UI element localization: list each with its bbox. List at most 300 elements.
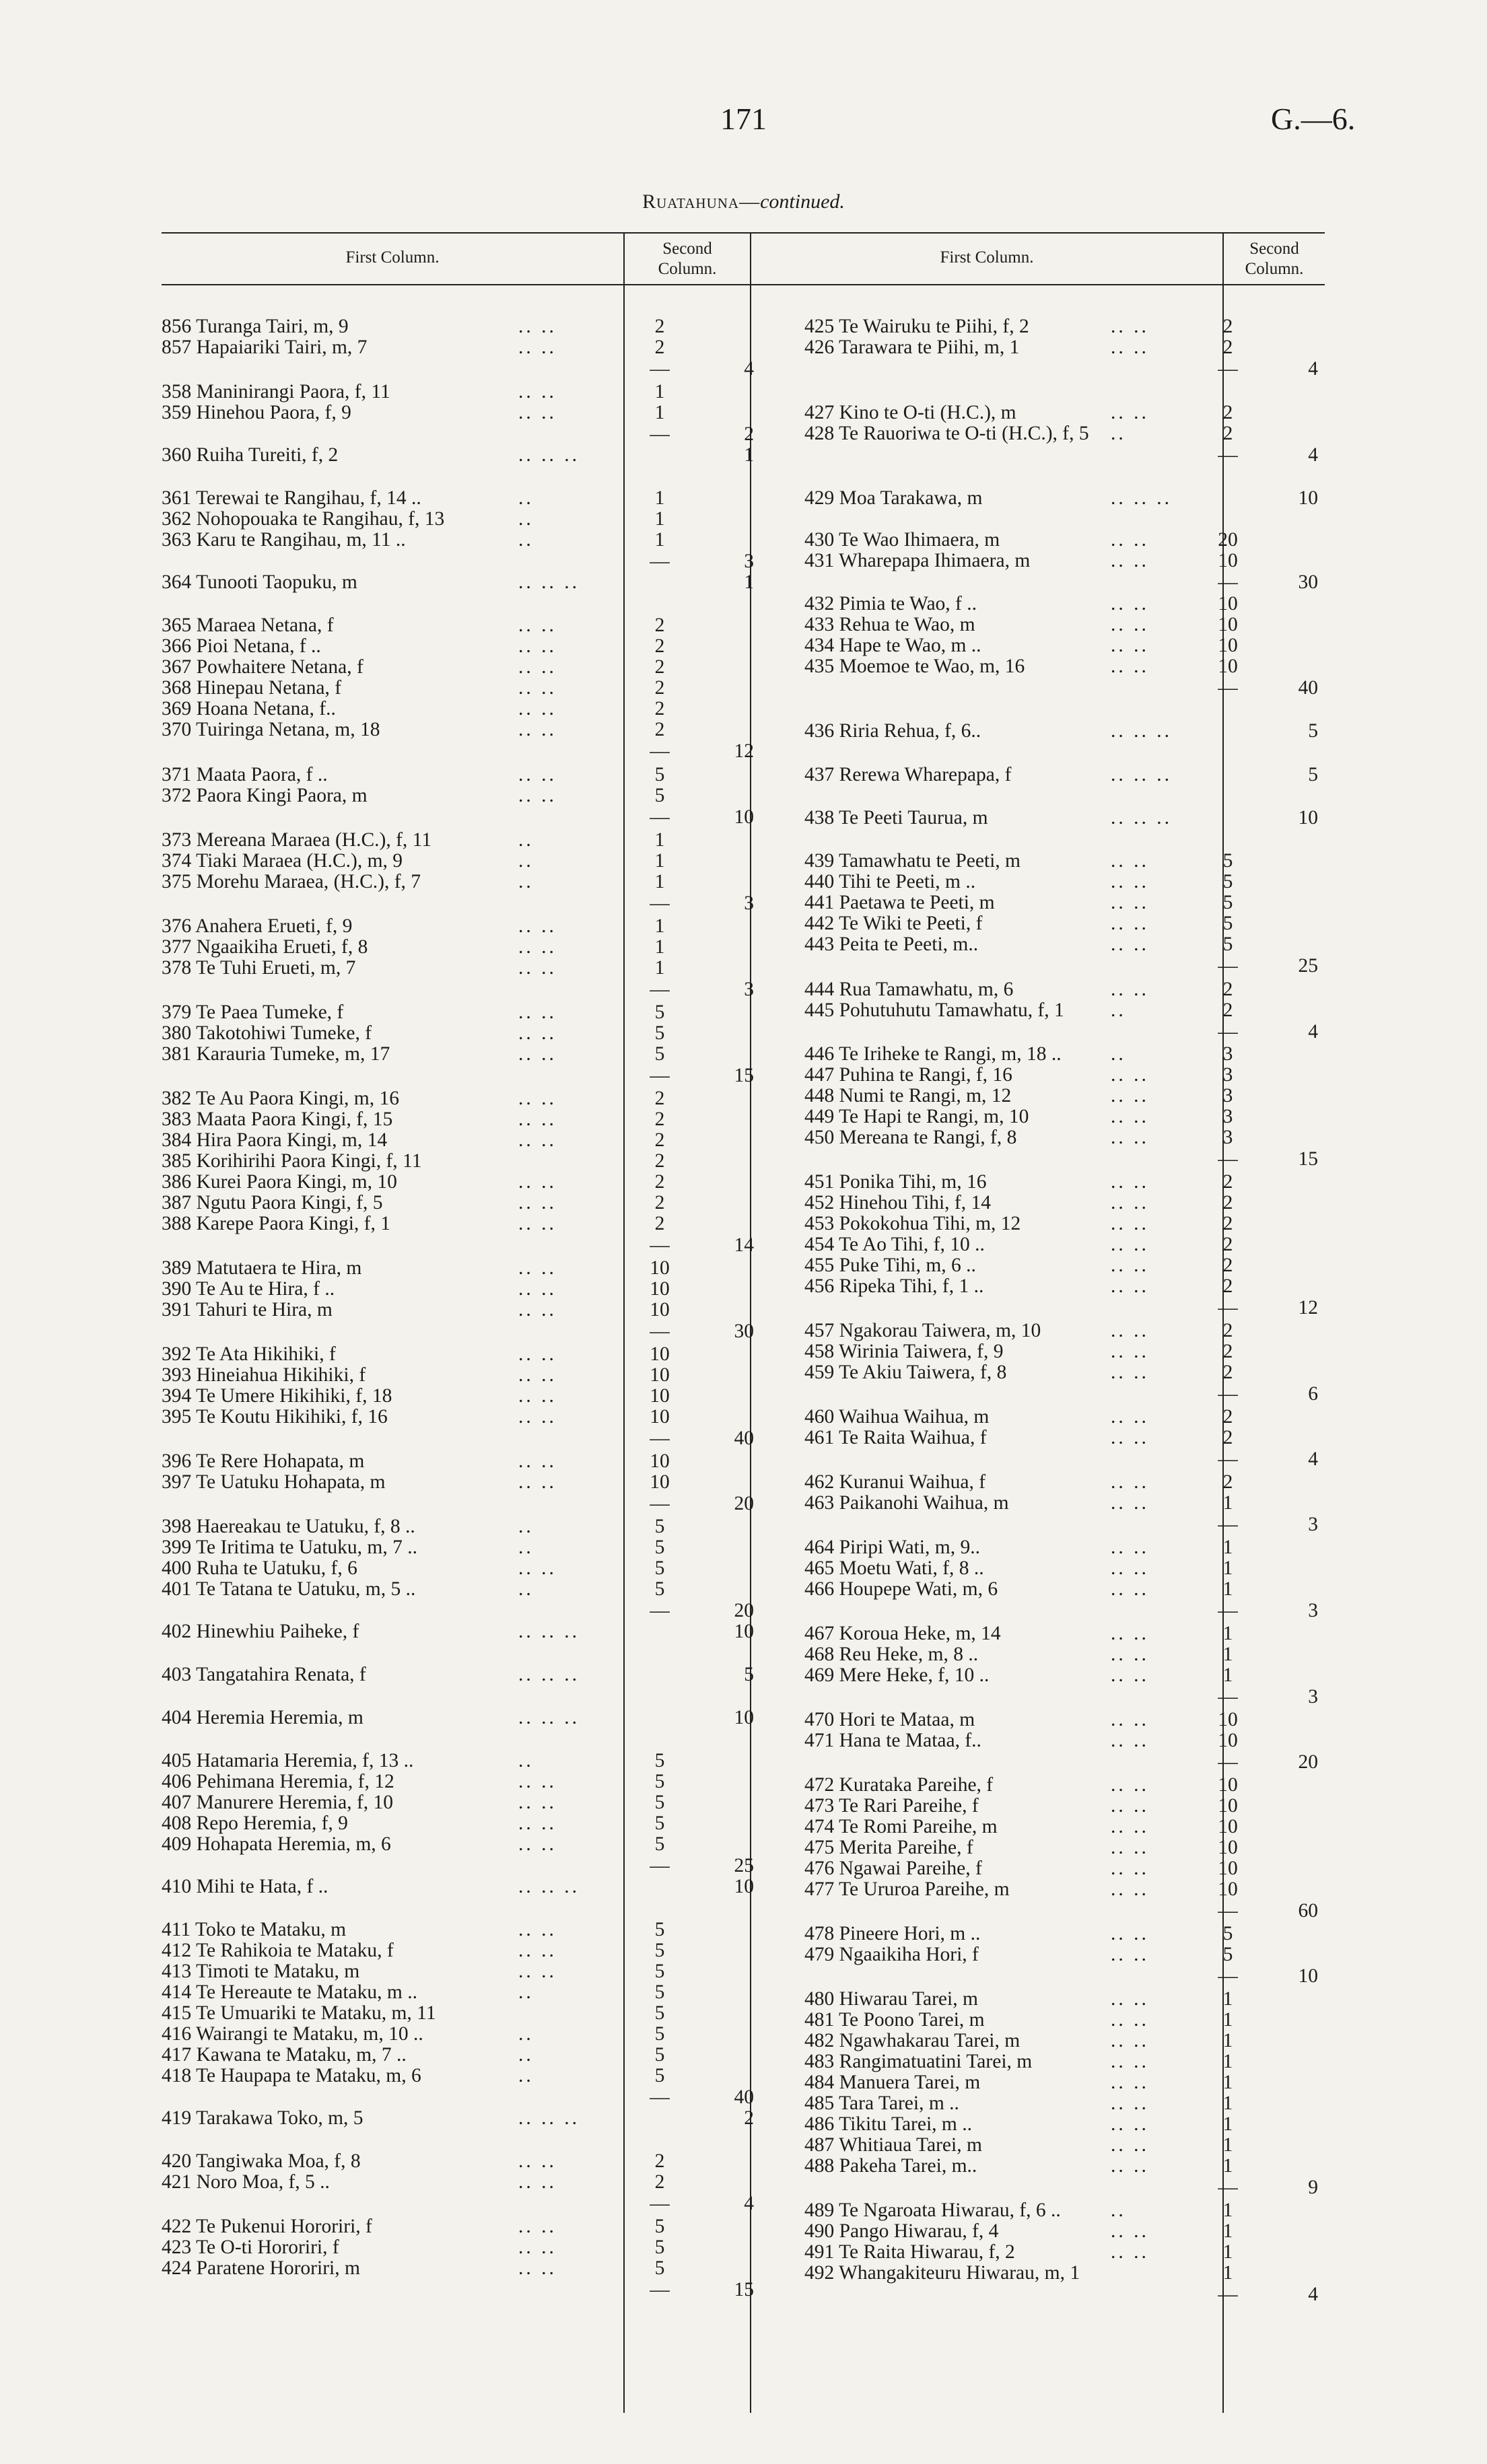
- share-value: 2: [654, 1108, 665, 1130]
- leader-dots: .. ..: [518, 719, 557, 740]
- leader-dots: ..: [518, 850, 534, 872]
- share-value: 2: [1222, 1320, 1233, 1341]
- entry-name: 434 Hape te Wao, m ..: [804, 635, 981, 656]
- share-value: 2: [654, 316, 665, 337]
- entry-name: 856 Turanga Tairi, m, 9: [162, 316, 349, 337]
- subtotal-value: 60: [1298, 1900, 1318, 1922]
- share-value: 1: [1222, 2241, 1233, 2263]
- leader-dots: .. .. ..: [1111, 487, 1172, 509]
- share-value: 3: [1222, 1085, 1233, 1106]
- leader-dots: .. ..: [1111, 656, 1149, 677]
- leader-dots: .. ..: [518, 402, 557, 423]
- entry-name: 456 Ripeka Tihi, f, 1 ..: [804, 1275, 984, 1297]
- share-value: 5: [654, 1043, 665, 1065]
- entry-name: 402 Hinewhiu Paiheke, f: [162, 1621, 359, 1642]
- leader-dots: .. ..: [1111, 1341, 1149, 1362]
- second-column-heading-line2: Column.: [1245, 260, 1304, 278]
- entry-name: 481 Te Poono Tarei, m: [804, 2009, 985, 2031]
- entry-name: 364 Tunooti Taopuku, m: [162, 571, 357, 593]
- share-value: 5: [654, 1833, 665, 1855]
- leader-dots: .. ..: [518, 1343, 557, 1365]
- entry-name: 445 Pohutuhutu Tamawhatu, f, 1: [804, 999, 1064, 1021]
- share-value: 10: [650, 1278, 670, 1300]
- page-number: 171: [720, 102, 767, 136]
- share-value: 5: [654, 2023, 665, 2045]
- entry-name: 466 Houpepe Wati, m, 6: [804, 1578, 998, 1600]
- entry-name: 369 Hoana Netana, f..: [162, 698, 336, 719]
- entry-name: 492 Whangakiteuru Hiwarau, m, 1: [804, 2262, 1080, 2284]
- share-value: 1: [654, 487, 665, 509]
- share-value: —: [650, 1065, 670, 1086]
- leader-dots: .. ..: [1111, 1537, 1149, 1558]
- share-value: 5: [654, 1516, 665, 1537]
- leader-dots: ..: [1111, 999, 1126, 1021]
- entry-name: 392 Te Ata Hikihiki, f: [162, 1343, 336, 1365]
- leader-dots: .. ..: [518, 1299, 557, 1321]
- leader-dots: .. ..: [1111, 1213, 1149, 1234]
- entry-name: 465 Moetu Wati, f, 8 ..: [804, 1557, 984, 1579]
- entry-name: 416 Wairangi te Mataku, m, 10 ..: [162, 2023, 423, 2045]
- share-value: 10: [650, 1364, 670, 1386]
- entry-name: 470 Hori te Mataa, m: [804, 1709, 975, 1730]
- share-value: 10: [650, 1385, 670, 1407]
- leader-dots: .. ..: [1111, 1858, 1149, 1879]
- share-value: —: [1218, 358, 1238, 380]
- entry-name: 433 Rehua te Wao, m: [804, 614, 975, 635]
- entry-name: 380 Takotohiwi Tumeke, f: [162, 1022, 372, 1044]
- leader-dots: .. ..: [1111, 1362, 1149, 1383]
- share-value: 1: [1222, 2030, 1233, 2051]
- leader-dots: .. ..: [1111, 1944, 1149, 1965]
- share-value: —: [650, 1855, 670, 1876]
- entry-name: 857 Hapaiariki Tairi, m, 7: [162, 337, 368, 358]
- entry-name: 374 Tiaki Maraea (H.C.), m, 9: [162, 850, 403, 872]
- share-value: —: [650, 1600, 670, 1621]
- entry-name: 484 Manuera Tarei, m: [804, 2072, 981, 2093]
- leader-dots: ..: [518, 1537, 534, 1558]
- leader-dots: ..: [518, 2065, 534, 2086]
- leader-dots: ..: [1111, 1043, 1126, 1065]
- share-value: 10: [650, 1343, 670, 1365]
- share-value: —: [650, 740, 670, 762]
- leader-dots: .. ..: [1111, 1255, 1149, 1276]
- leader-dots: .. ..: [1111, 1878, 1149, 1900]
- entry-name: 462 Kuranui Waihua, f: [804, 1471, 986, 1493]
- share-value: 1: [1222, 2113, 1233, 2135]
- share-value: —: [1218, 677, 1238, 699]
- share-value: 1: [1222, 2220, 1233, 2242]
- leader-dots: .. ..: [1111, 635, 1149, 656]
- entry-name: 427 Kino te O-ti (H.C.), m: [804, 402, 1016, 423]
- subtotal-value: 12: [734, 740, 754, 762]
- leader-dots: .. ..: [1111, 1275, 1149, 1297]
- share-value: 1: [654, 936, 665, 958]
- leader-dots: .. .. ..: [518, 1707, 580, 1728]
- share-value: 2: [654, 719, 665, 740]
- leader-dots: .. ..: [1111, 1795, 1149, 1817]
- share-value: 1: [1222, 2155, 1233, 2177]
- leader-dots: .. ..: [1111, 337, 1149, 358]
- leader-dots: .. ..: [518, 337, 557, 358]
- entry-name: 429 Moa Tarakawa, m: [804, 487, 983, 509]
- leader-dots: .. ..: [518, 1129, 557, 1151]
- entry-name: 483 Rangimatuatini Tarei, m: [804, 2051, 1033, 2072]
- subtotal-value: 30: [734, 1321, 754, 1342]
- share-value: 2: [654, 2150, 665, 2172]
- leader-dots: ..: [1111, 2199, 1126, 2221]
- entry-name: 476 Ngawai Pareihe, f: [804, 1858, 982, 1879]
- share-value: 10: [1218, 635, 1238, 656]
- entry-name: 403 Tangatahira Renata, f: [162, 1664, 366, 1685]
- leader-dots: .. .. ..: [518, 2107, 580, 2129]
- entry-name: 491 Te Raita Hiwarau, f, 2: [804, 2241, 1015, 2263]
- leader-dots: .. .. ..: [518, 1621, 580, 1642]
- entry-name: 419 Tarakawa Toko, m, 5: [162, 2107, 364, 2129]
- share-value: 1: [1222, 2051, 1233, 2072]
- subtotal-value: 5: [1308, 764, 1318, 785]
- leader-dots: .. ..: [518, 698, 557, 719]
- leader-dots: ..: [518, 1578, 534, 1600]
- share-value: 2: [654, 1088, 665, 1109]
- leader-dots: .. .. ..: [1111, 807, 1172, 829]
- leader-dots: .. ..: [1111, 402, 1149, 423]
- leader-dots: ..: [518, 1750, 534, 1771]
- entry-name: 376 Anahera Erueti, f, 9: [162, 915, 353, 937]
- share-value: 1: [1222, 2199, 1233, 2221]
- leader-dots: .. ..: [518, 1108, 557, 1130]
- leader-dots: ..: [518, 2044, 534, 2066]
- share-value: —: [1218, 1600, 1238, 1621]
- subtotal-value: 3: [744, 892, 754, 914]
- entry-name: 395 Te Koutu Hikihiki, f, 16: [162, 1406, 388, 1428]
- entry-name: 428 Te Rauoriwa te O-ti (H.C.), f, 5: [804, 423, 1089, 444]
- share-value: 3: [1222, 1064, 1233, 1086]
- entry-name: 415 Te Umuariki te Mataku, m, 11: [162, 2002, 436, 2024]
- entry-name: 420 Tangiwaka Moa, f, 8: [162, 2150, 361, 2172]
- share-value: 1: [1222, 1664, 1233, 1686]
- leader-dots: .. ..: [1111, 550, 1149, 571]
- share-value: 1: [654, 402, 665, 423]
- share-value: 2: [654, 614, 665, 636]
- leader-dots: .. ..: [518, 1812, 557, 1834]
- share-value: 3: [1222, 1106, 1233, 1127]
- entry-name: 452 Hinehou Tihi, f, 14: [804, 1192, 992, 1213]
- entry-name: 382 Te Au Paora Kingi, m, 16: [162, 1088, 400, 1109]
- share-value: 2: [1222, 1171, 1233, 1193]
- leader-dots: .. ..: [1111, 892, 1149, 913]
- share-value: —: [650, 1321, 670, 1342]
- share-value: 3: [1222, 1127, 1233, 1148]
- leader-dots: .. ..: [1111, 1406, 1149, 1428]
- share-value: 2: [654, 698, 665, 719]
- share-value: 2: [1222, 1192, 1233, 1213]
- share-value: 10: [1218, 656, 1238, 677]
- entry-name: 469 Mere Heke, f, 10 ..: [804, 1664, 990, 1686]
- share-value: 10: [1218, 1878, 1238, 1900]
- share-value: 2: [1222, 1213, 1233, 1234]
- share-value: 5: [654, 2065, 665, 2086]
- leader-dots: .. ..: [518, 2257, 557, 2279]
- share-value: —: [1218, 1297, 1238, 1318]
- share-value: 2: [654, 656, 665, 678]
- share-value: 10: [1218, 614, 1238, 635]
- subtotal-value: 40: [734, 1428, 754, 1449]
- subtotal-value: 20: [1298, 1751, 1318, 1773]
- share-value: —: [1218, 444, 1238, 466]
- entry-name: 444 Rua Tamawhatu, m, 6: [804, 979, 1014, 1000]
- entry-name: 482 Ngawhakarau Tarei, m: [804, 2030, 1021, 2051]
- share-value: 5: [654, 2216, 665, 2237]
- entry-name: 397 Te Uatuku Hohapata, m: [162, 1471, 386, 1493]
- leader-dots: .. ..: [518, 1557, 557, 1579]
- entry-name: 422 Te Pukenui Hororiri, f: [162, 2216, 372, 2237]
- share-value: 10: [1218, 593, 1238, 614]
- entry-name: 411 Toko te Mataku, m: [162, 1919, 347, 1940]
- share-value: 2: [1222, 1427, 1233, 1448]
- share-value: 1: [654, 829, 665, 851]
- share-value: 5: [654, 1578, 665, 1600]
- share-value: 10: [1218, 1837, 1238, 1858]
- entry-name: 440 Tihi te Peeti, m ..: [804, 871, 976, 892]
- share-value: 2: [1222, 423, 1233, 444]
- entry-name: 450 Mereana te Rangi, f, 8: [804, 1127, 1017, 1148]
- entry-name: 391 Tahuri te Hira, m: [162, 1299, 333, 1321]
- share-value: 5: [1222, 1944, 1233, 1965]
- leader-dots: .. ..: [1111, 529, 1149, 551]
- subtotal-value: 1: [744, 571, 754, 593]
- share-value: 2: [654, 2171, 665, 2193]
- subtotal-value: 25: [1298, 955, 1318, 977]
- entry-name: 442 Te Wiki te Peeti, f: [804, 913, 983, 934]
- document-reference: G.—6.: [1271, 102, 1356, 136]
- share-value: 5: [1222, 850, 1233, 872]
- entry-name: 366 Pioi Netana, f ..: [162, 635, 321, 657]
- entry-name: 421 Noro Moa, f, 5 ..: [162, 2171, 330, 2193]
- entry-name: 423 Te O-ti Hororiri, f: [162, 2237, 339, 2258]
- leader-dots: .. ..: [1111, 2092, 1149, 2114]
- entry-name: 425 Te Wairuku te Piihi, f, 2: [804, 316, 1029, 337]
- leader-dots: .. ..: [518, 1919, 557, 1940]
- leader-dots: .. ..: [1111, 2072, 1149, 2093]
- share-value: 20: [1218, 529, 1238, 551]
- entry-name: 358 Maninirangi Paora, f, 11: [162, 381, 390, 402]
- share-value: 2: [1222, 1471, 1233, 1493]
- leader-dots: .. ..: [1111, 1192, 1149, 1213]
- share-value: 5: [654, 1792, 665, 1813]
- leader-dots: .. ..: [1111, 2113, 1149, 2135]
- leader-dots: .. ..: [518, 936, 557, 958]
- entry-name: 399 Te Iritima te Uatuku, m, 7 ..: [162, 1537, 417, 1558]
- entry-name: 472 Kurataka Pareihe, f: [804, 1774, 994, 1796]
- entry-name: 487 Whitiaua Tarei, m: [804, 2134, 982, 2156]
- entry-name: 388 Karepe Paora Kingi, f, 1: [162, 1213, 390, 1234]
- entry-name: 441 Paetawa te Peeti, m: [804, 892, 995, 913]
- entry-name: 485 Tara Tarei, m ..: [804, 2092, 959, 2114]
- leader-dots: .. ..: [1111, 1127, 1149, 1148]
- share-value: —: [650, 2279, 670, 2300]
- entry-name: 408 Repo Heremia, f, 9: [162, 1812, 348, 1834]
- share-value: 1: [654, 871, 665, 892]
- leader-dots: .. ..: [518, 1961, 557, 1982]
- entry-name: 370 Tuiringa Netana, m, 18: [162, 719, 380, 740]
- entry-name: 381 Karauria Tumeke, m, 17: [162, 1043, 390, 1065]
- share-value: 5: [1222, 913, 1233, 934]
- share-value: 1: [654, 957, 665, 979]
- subtotal-value: 4: [744, 358, 754, 380]
- entry-name: 379 Te Paea Tumeke, f: [162, 1001, 344, 1023]
- share-value: 5: [1222, 892, 1233, 913]
- subtotal-value: 15: [1298, 1148, 1318, 1170]
- entry-name: 360 Ruiha Tureiti, f, 2: [162, 444, 339, 466]
- subtotal-value: 9: [1308, 2177, 1318, 2198]
- share-value: —: [650, 1428, 670, 1449]
- leader-dots: .. ..: [518, 2216, 557, 2237]
- entry-name: 443 Peita te Peeti, m..: [804, 934, 979, 955]
- entry-name: 464 Piripi Wati, m, 9..: [804, 1537, 980, 1558]
- share-value: 5: [654, 1557, 665, 1579]
- entry-name: 474 Te Romi Pareihe, m: [804, 1816, 998, 1837]
- share-value: 10: [650, 1257, 670, 1279]
- entry-name: 385 Korihirihi Paora Kingi, f, 11: [162, 1150, 422, 1172]
- leader-dots: .. ..: [1111, 979, 1149, 1000]
- entry-name: 390 Te Au te Hira, f ..: [162, 1278, 335, 1300]
- leader-dots: ..: [518, 1981, 534, 2003]
- subtotal-value: 4: [1308, 2284, 1318, 2305]
- share-value: 5: [654, 1961, 665, 1982]
- leader-dots: .. ..: [518, 1001, 557, 1023]
- share-value: —: [650, 1234, 670, 1256]
- leader-dots: .. ..: [1111, 316, 1149, 337]
- entry-name: 368 Hinepau Netana, f: [162, 677, 342, 699]
- leader-dots: .. ..: [518, 677, 557, 699]
- entry-name: 479 Ngaaikiha Hori, f: [804, 1944, 979, 1965]
- share-value: 2: [1222, 1362, 1233, 1383]
- share-value: —: [1218, 1448, 1238, 1470]
- entry-name: 373 Mereana Maraea (H.C.), f, 11: [162, 829, 432, 851]
- share-value: 2: [654, 1129, 665, 1151]
- share-value: 10: [650, 1299, 670, 1321]
- leader-dots: .. ..: [518, 1043, 557, 1065]
- entry-name: 468 Reu Heke, m, 8 ..: [804, 1644, 979, 1665]
- share-value: 2: [654, 1171, 665, 1193]
- leader-dots: .. ..: [518, 1471, 557, 1493]
- leader-dots: .. ..: [518, 1940, 557, 1961]
- entry-name: 394 Te Umere Hikihiki, f, 18: [162, 1385, 392, 1407]
- leader-dots: .. .. ..: [518, 444, 580, 466]
- entry-name: 372 Paora Kingi Paora, m: [162, 785, 368, 806]
- share-value: —: [650, 2086, 670, 2108]
- leader-dots: .. ..: [518, 656, 557, 678]
- leader-dots: .. ..: [518, 1364, 557, 1386]
- entry-name: 453 Pokokohua Tihi, m, 12: [804, 1213, 1021, 1234]
- subtotal-value: 6: [1308, 1383, 1318, 1405]
- entry-name: 459 Te Akiu Taiwera, f, 8: [804, 1362, 1007, 1383]
- share-value: 5: [1222, 871, 1233, 892]
- leader-dots: .. ..: [1111, 913, 1149, 934]
- leader-dots: .. ..: [1111, 1427, 1149, 1448]
- share-value: 5: [654, 1001, 665, 1023]
- leader-dots: ..: [518, 1516, 534, 1537]
- share-value: —: [650, 551, 670, 572]
- entry-name: 455 Puke Tihi, m, 6 ..: [804, 1255, 976, 1276]
- subtotal-value: 4: [1308, 444, 1318, 466]
- subtotal-value: 20: [734, 1600, 754, 1621]
- share-value: 1: [1222, 2262, 1233, 2284]
- leader-dots: .. .. ..: [518, 1664, 580, 1685]
- entry-name: 451 Ponika Tihi, m, 16: [804, 1171, 987, 1193]
- first-column-heading-right: First Column.: [940, 248, 1034, 267]
- entry-name: 448 Numi te Rangi, m, 12: [804, 1085, 1012, 1106]
- share-value: —: [1218, 571, 1238, 593]
- entry-name: 401 Te Tatana te Uatuku, m, 5 ..: [162, 1578, 416, 1600]
- leader-dots: .. ..: [1111, 1492, 1149, 1514]
- share-value: 1: [1222, 1644, 1233, 1665]
- leader-dots: .. ..: [518, 635, 557, 657]
- leader-dots: .. ..: [1111, 850, 1149, 872]
- share-value: 2: [654, 1213, 665, 1234]
- share-value: —: [1218, 1021, 1238, 1043]
- second-column-heading-line1: Second: [1249, 240, 1299, 258]
- leader-dots: .. ..: [1111, 1171, 1149, 1193]
- share-value: 3: [1222, 1043, 1233, 1065]
- entry-name: 407 Manurere Heremia, f, 10: [162, 1792, 394, 1813]
- entry-name: 488 Pakeha Tarei, m..: [804, 2155, 977, 2177]
- share-value: 5: [654, 1022, 665, 1044]
- entry-name: 449 Te Hapi te Rangi, m, 10: [804, 1106, 1029, 1127]
- entry-name: 412 Te Rahikoia te Mataku, f: [162, 1940, 394, 1961]
- share-value: 5: [654, 1981, 665, 2003]
- entry-name: 378 Te Tuhi Erueti, m, 7: [162, 957, 356, 979]
- leader-dots: .. ..: [518, 614, 557, 636]
- subtotal-value: 10: [734, 1621, 754, 1642]
- entry-name: 389 Matutaera te Hira, m: [162, 1257, 362, 1279]
- leader-dots: .. ..: [1111, 1064, 1149, 1086]
- share-value: 10: [1218, 550, 1238, 571]
- leader-dots: .. ..: [518, 785, 557, 806]
- leader-dots: .. ..: [1111, 1320, 1149, 1341]
- entry-name: 458 Wirinia Taiwera, f, 9: [804, 1341, 1004, 1362]
- leader-dots: ..: [518, 508, 534, 530]
- leader-dots: ..: [518, 487, 534, 509]
- share-value: 5: [654, 764, 665, 785]
- share-value: —: [1218, 955, 1238, 977]
- subtotal-value: 4: [1308, 1448, 1318, 1470]
- entry-name: 471 Hana te Mataa, f..: [804, 1730, 981, 1751]
- share-value: 2: [654, 677, 665, 699]
- entry-name: 375 Morehu Maraea, (H.C.), f, 7: [162, 871, 421, 892]
- share-value: 10: [1218, 1774, 1238, 1796]
- first-column-heading-left: First Column.: [345, 248, 440, 267]
- share-value: 2: [654, 337, 665, 358]
- leader-dots: ..: [518, 2023, 534, 2045]
- entry-name: 413 Timoti te Mataku, m: [162, 1961, 360, 1982]
- share-value: —: [1218, 2284, 1238, 2305]
- entry-name: 437 Rerewa Wharepapa, f: [804, 764, 1012, 785]
- share-value: 1: [1222, 1578, 1233, 1600]
- leader-dots: .. ..: [518, 1022, 557, 1044]
- entry-name: 393 Hineiahua Hikihiki, f: [162, 1364, 366, 1386]
- share-value: —: [650, 423, 670, 445]
- share-value: 5: [654, 2044, 665, 2066]
- entry-name: 383 Maata Paora Kingi, f, 15: [162, 1108, 393, 1130]
- entry-name: 431 Wharepapa Ihimaera, m: [804, 550, 1031, 571]
- share-value: —: [1218, 2177, 1238, 2198]
- share-value: 2: [1222, 1234, 1233, 1255]
- share-value: 1: [1222, 1557, 1233, 1579]
- subtotal-value: 40: [734, 2086, 754, 2108]
- subtotal-value: 10: [1298, 487, 1318, 509]
- entry-name: 439 Tamawhatu te Peeti, m: [804, 850, 1021, 872]
